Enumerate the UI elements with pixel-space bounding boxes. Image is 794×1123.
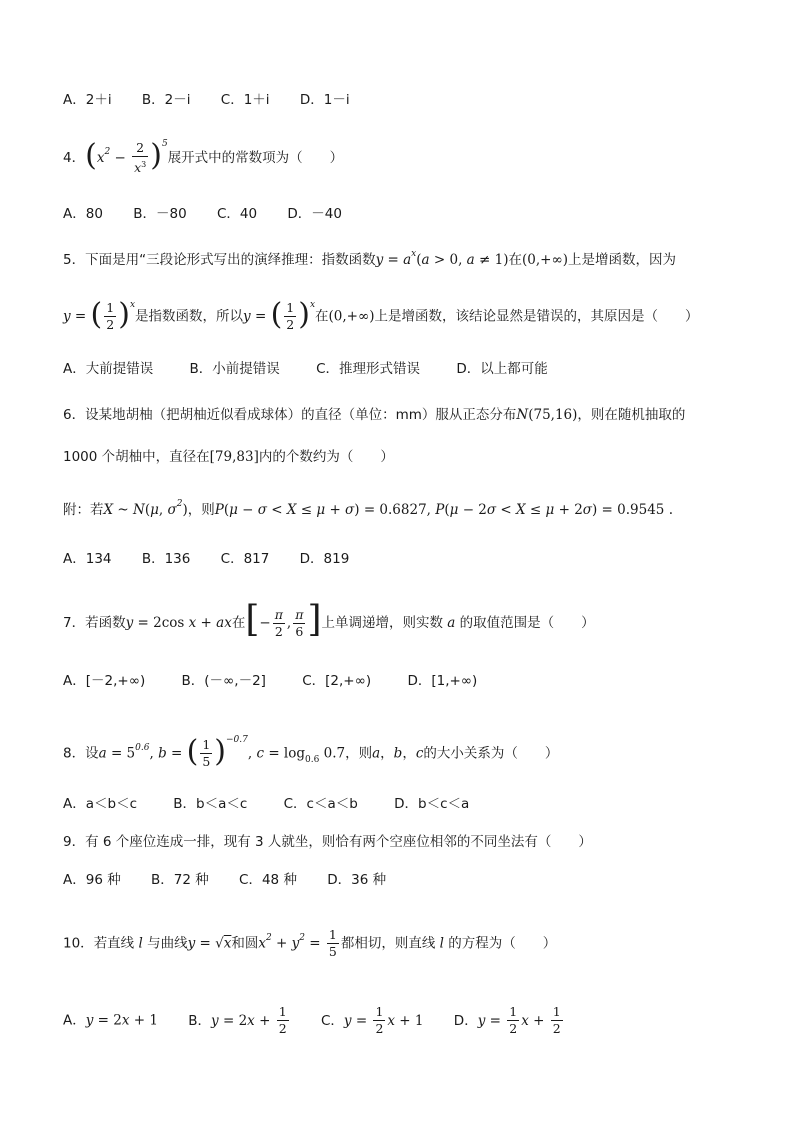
q5-interval: (0,+∞) [521, 252, 568, 268]
q8-option-c[interactable]: C．c＜a＜b [283, 796, 358, 812]
q4-option-a[interactable]: A．80 [63, 206, 103, 222]
q8-stem: 8．设$a = 5^{0.6}$, b = ( $\frac{1}{5}$ )$^{-0.7}$, $c = \log_{0.6} 0.7$，则a，b，c的大小关系为（ ） [63, 733, 559, 769]
q8-text-c: 的大小关系为（ ） [423, 745, 559, 762]
q8-option-d[interactable]: D．b＜c＜a [394, 796, 470, 812]
q4-option-c[interactable]: C．40 [216, 206, 258, 222]
q7-option-d[interactable]: D．[1,+∞) [407, 673, 478, 689]
q4-options-row [63, 204, 342, 224]
q7-text-a: 若函数 [85, 615, 126, 631]
q7-fraction-2: $\frac{\pi}{6}$ [295, 606, 304, 639]
q6-option-c[interactable]: C．817 [220, 551, 270, 567]
q5-options-row [63, 359, 548, 379]
q7-options-row [63, 671, 477, 691]
q10-option-a[interactable]: A．y = 2x + 1 [63, 1012, 158, 1029]
q6-text-b: ，则在随机抽取的 [577, 407, 686, 423]
q5-text-a: 下面是用“三段论形式写出的演绎推理：指数函数 [85, 252, 376, 268]
q6-option-a[interactable]: A．134 [63, 551, 112, 567]
q5-option-d[interactable]: D．以上都可能 [456, 361, 548, 377]
q7-fraction-1: $\frac{\pi}{2}$ [274, 606, 283, 639]
q4-fraction: $\frac{2}{x^3}$ [134, 140, 147, 176]
q10-number: 10． [63, 935, 94, 952]
q7-option-b[interactable]: B．(－∞,－2] [181, 673, 266, 689]
q6-number: 6． [63, 407, 86, 423]
q6-interval: [79,83] [209, 449, 259, 465]
q9-option-c[interactable]: C．48 种 [239, 872, 297, 888]
q8-text-a: 设 [85, 745, 99, 762]
q10-text-d: 都相切，则直线 [340, 935, 436, 952]
q8-number: 8． [63, 745, 86, 762]
q7-text-d: 的取值范围是（ ） [459, 615, 595, 631]
q8-fraction: $\frac{1}{5}$ [202, 737, 211, 769]
q7-option-c[interactable]: C．[2,+∞) [302, 673, 372, 689]
q3-option-b[interactable]: B．2－i [141, 92, 191, 108]
q9-stem [63, 832, 592, 852]
q5-number: 5． [63, 252, 86, 268]
q6-text-a: 设某地胡柚（把胡柚近似看成球体）的直径（单位：mm）服从正态分布 [85, 407, 517, 423]
q6-note-formula-1: X ~ N [103, 502, 145, 518]
q10-text-c: 和圆 [231, 935, 259, 952]
q3-options-row [63, 90, 350, 110]
q9-option-a[interactable]: A．96 种 [63, 872, 121, 888]
q4-stem: 4．($x^2$ − $\frac{2}{x^3}$ )$^5$展开式中的常数项为（ ） [63, 138, 344, 176]
q8-expr-a: a [98, 745, 107, 762]
q8-options-row [63, 794, 469, 814]
q5-stem-line2: y = ( $\frac{1}{2}$ )$^x$是指数函数，所以y = ( $\frac{1}{2}$ )$^x$在(0,+∞)上是增函数，该结论显然是错误的，其原因是（ ） [63, 296, 699, 332]
q5-text-c: 上是增函数，因为 [567, 252, 676, 268]
q10-text-a: 若直线 [93, 935, 135, 952]
q5-text-d: 是指数函数，所以 [135, 308, 244, 325]
q9-options-row [63, 870, 386, 890]
q4-left-paren: ( [85, 138, 97, 174]
q5-fraction-2: $\frac{1}{2}$ [286, 300, 295, 332]
q5-fraction-1: $\frac{1}{2}$ [106, 300, 115, 332]
q3-option-a[interactable]: A．2＋i [63, 92, 112, 108]
q10-text-b: 与曲线 [147, 935, 188, 952]
q10-option-d[interactable]: D．y = $\frac{1}{2}$ x + $\frac{1}{2}$ [453, 1004, 561, 1036]
q6-text-d: 内的个数约为（ ） [258, 449, 394, 465]
q10-stem: 10．若直线 l 与曲线y = √x和圆$x^2 + y^2$ = $\frac{1}{5}$ 都相切，则直线 l 的方程为（ ） [63, 927, 557, 959]
q3-option-d[interactable]: D．1－i [299, 92, 350, 108]
q10-option-b[interactable]: B．y = 2x + $\frac{1}{2}$ [188, 1004, 287, 1036]
q6-text-c: 1000 个胡柚中，直径在 [63, 449, 210, 465]
q5-option-b[interactable]: B．小前提错误 [189, 361, 280, 377]
q3-option-c[interactable]: C．1＋i [220, 92, 270, 108]
q5-text-b: 在 [508, 252, 522, 268]
q4-option-b[interactable]: B．－80 [133, 206, 187, 222]
q7-function: y [125, 615, 134, 631]
q6-option-b[interactable]: B．136 [141, 551, 191, 567]
q7-text-c: 上单调递增，则实数 [321, 615, 443, 631]
q10-text-e: 的方程为（ ） [448, 935, 557, 952]
q5-text-f: 上是增函数，该结论显然是错误的，其原因是（ ） [374, 308, 699, 325]
q6-normal-dist: N [516, 407, 529, 423]
q5-option-c[interactable]: C．推理形式错误 [316, 361, 421, 377]
q6-note-formula-2: P [214, 502, 224, 518]
q9-option-d[interactable]: D．36 种 [327, 872, 387, 888]
q6-note-b: ，则 [187, 502, 215, 518]
q6-stem-line1: 6．设某地胡柚（把胡柚近似看成球体）的直径（单位：mm）服从正态分布N(75,16)，则在随机抽取的 [63, 407, 686, 423]
q8-text-b: ，则 [345, 745, 373, 762]
q6-note-a: 附：若 [63, 502, 104, 518]
q6-options-row [63, 549, 349, 569]
q8-option-b[interactable]: B．b＜a＜c [173, 796, 248, 812]
q4-number: 4． [63, 150, 86, 167]
q9-number: 9． [63, 834, 86, 850]
q7-text-b: 在 [231, 615, 246, 631]
q6-note: 附：若X ~ N(μ, $\sigma^2$)，则P(μ − σ < X ≤ μ + σ) = 0.6827, P(μ − 2σ < X ≤ μ + 2σ) = 0.9545 . [63, 499, 673, 518]
q5-option-a[interactable]: A．大前提错误 [63, 361, 154, 377]
q7-option-a[interactable]: A．[－2,+∞) [63, 673, 146, 689]
q7-stem: 7．若函数y = 2cos x + ax在[− $\frac{\pi}{2}$ , $\frac{\pi}{6}$ ]上单调递增，则实数 a 的取值范围是（ ） [63, 599, 595, 640]
q10-options-row [63, 1004, 565, 1037]
q9-option-b[interactable]: B．72 种 [151, 872, 209, 888]
q4-right-paren: ) [150, 138, 162, 174]
q5-stem-line1: 5．下面是用“三段论形式写出的演绎推理：指数函数$y = a^x(a > 0$, a ≠ 1)在(0,+∞)上是增函数，因为 [63, 249, 676, 268]
q4-option-d[interactable]: D．－40 [287, 206, 342, 222]
q4-text: 展开式中的常数项为（ ） [167, 150, 344, 167]
q6-stem-line2 [63, 447, 394, 467]
q5-formula-exp: y = a [375, 252, 412, 268]
q9-text: 有 6 个座位连成一排，现有 3 人就坐，则恰有两个空座位相邻的不同坐法有（ ） [85, 834, 592, 850]
q6-option-d[interactable]: D．819 [299, 551, 350, 567]
q4-expr-x2: x [96, 150, 105, 167]
q10-fraction: $\frac{1}{5}$ [328, 927, 337, 959]
q7-number: 7． [63, 615, 86, 631]
q8-option-a[interactable]: A．a＜b＜c [63, 796, 137, 812]
q5-text-e: 在 [315, 308, 329, 325]
q10-option-c[interactable]: C．y = $\frac{1}{2}$ x + 1 [320, 1004, 424, 1036]
